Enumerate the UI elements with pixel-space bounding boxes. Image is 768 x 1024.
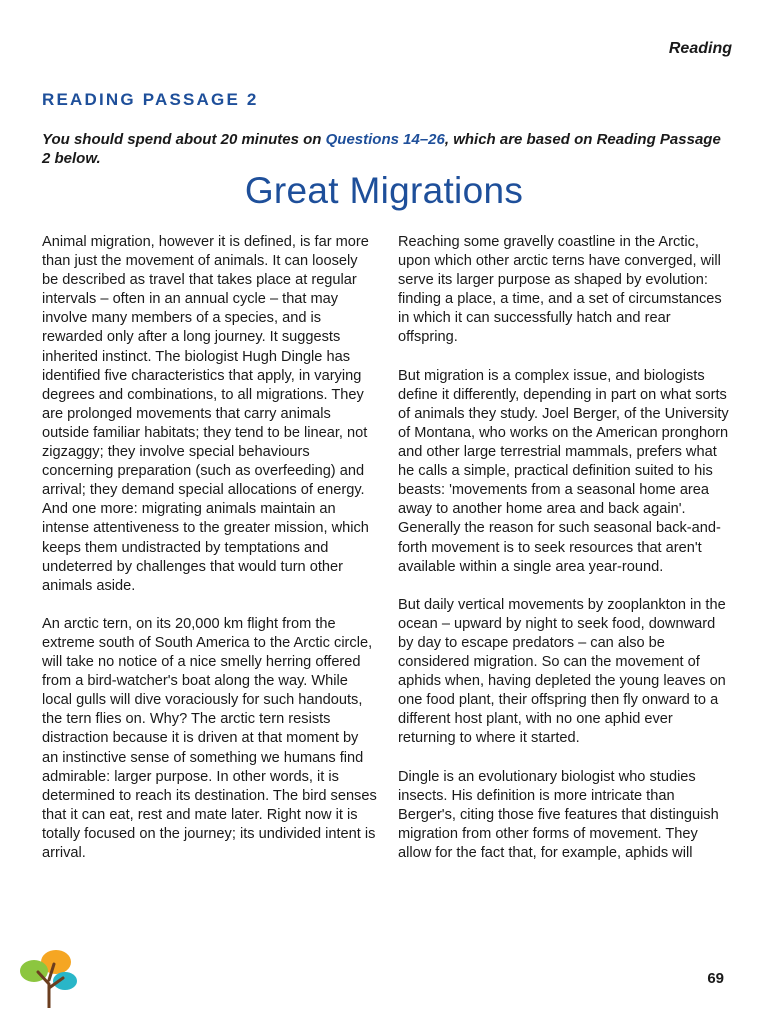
page-number: 69 [707, 970, 724, 987]
paragraph: An arctic tern, on its 20,000 km flight from the extreme south of South America to the Arctic circle, will take no notice of a nice smelly herring offered from a bird-watcher's boat along the way. While local gulls will dive voraciously for such handouts, the tern flies on. Why? The arctic tern resists distraction because it is driven at that moment by an instinctive sense of something we humans find admirable: larger purpose. In other words, it is determined to reach its destination. The bird senses that it can eat, rest and mate later. Right now it is totally focused on the journey; its undivided intent is arrival. [42, 615, 377, 861]
instruction [42, 130, 732, 168]
running-head: Reading [668, 40, 732, 57]
paragraph: But daily vertical movements by zooplankton in the ocean – upward by night to seek food, downward by day to escape predators – can also be considered migration. So can the movement of aphids when, having depleted the young leaves on one food plant, their offspring then fly onward to a different host plant, with no one aphid ever returning to where it started. [398, 596, 726, 747]
instruction-questions: Questions 14–26 [325, 131, 445, 148]
article-title: Great Migrations [244, 170, 524, 211]
paragraph: Dingle is an evolutionary biologist who studies insects. His definition is more intricate than Berger's, citing those five features that distinguish migration from other forms of movement. They allow for the fact that, for example, aphids will [398, 768, 719, 861]
instruction-pre: You should spend about 20 minutes on [42, 131, 326, 148]
section-title: READING PASSAGE 2 [42, 90, 259, 109]
paragraph: Animal migration, however it is defined, is far more than just the movement of animals. It can loosely be described as travel that takes place at regular intervals – often in an annual cycle – that may involve many members of a species, and is rewarded only after a long journey. It suggests inherited instinct. The biologist Hugh Dingle has identified five characteristics that apply, in varying degrees and combinations, to all migrations. They are prolonged movements that carry animals outside familiar habitats; they tend to be linear, not zigzaggy; they involve special behaviours concerning preparation (such as overfeeding) and arrival; they demand special allocations of energy. And one more: migrating animals maintain an intense attentiveness to the greater mission, which keeps them undistracted by temptations and undeterred by challenges that would turn other animals aside. [42, 234, 369, 594]
tree-icon [16, 950, 80, 1008]
paragraph: Reaching some gravelly coastline in the Arctic, upon which other arctic terns have converged, will serve its larger purpose as shaped by evolution: finding a place, a time, and a set of circumstances in which it can successfully hatch and rear offspring. [398, 234, 722, 346]
paragraph: But migration is a complex issue, and biologists define it differently, depending in part on what sorts of animals they study. Joel Berger, of the University of Montana, who works on the American pronghorn and other large terrestrial mammals, prefers what he calls a simple, practical definition suited to his beasts: 'movements from a seasonal home area away to another home area and back again'. Generally the reason for such seasonal back-and-forth movement is to seek resources that aren't available within a single area year-round. [398, 367, 729, 575]
instruction-post: , which are based on Reading Passage 2 below. [42, 131, 721, 167]
right-column [398, 233, 733, 863]
left-column [42, 233, 377, 863]
